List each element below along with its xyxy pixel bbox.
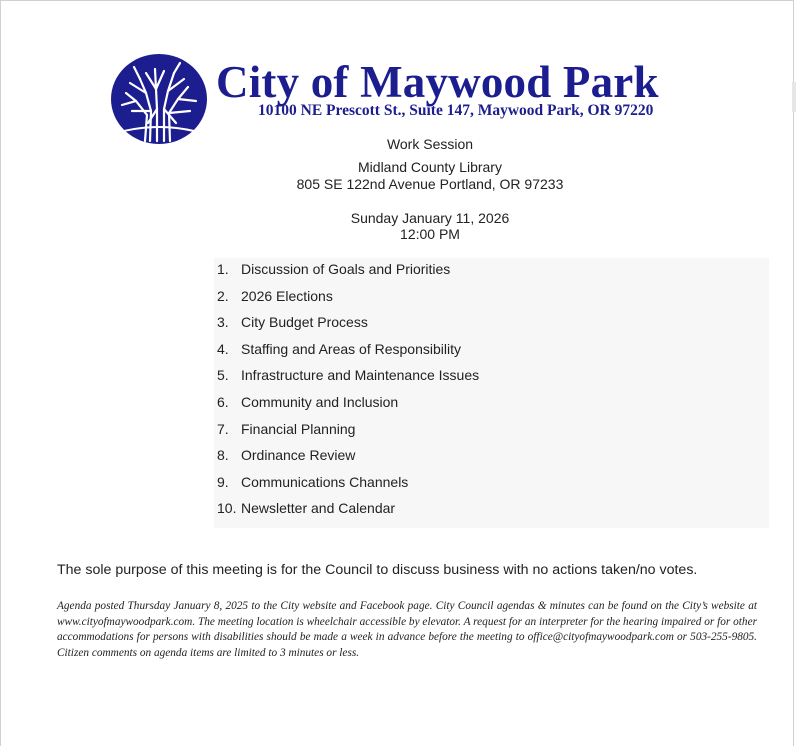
agenda-item-label: Communications Channels: [241, 473, 409, 490]
agenda-item: [214, 336, 769, 363]
tree-seal-icon: [110, 53, 208, 145]
agenda-item-label: 2026 Elections: [241, 287, 333, 304]
agenda-item: [214, 389, 769, 416]
agenda-item-number: 2.: [217, 287, 229, 304]
meeting-date: Sunday January 11, 2026: [350, 210, 510, 226]
purpose-statement: The sole purpose of this meeting is for the Council to discuss business with no actions taken/no votes.: [57, 562, 698, 578]
agenda-item-number: 4.: [217, 340, 229, 357]
agenda-item-number: 1.: [217, 261, 229, 277]
scrollbar-edge: [792, 82, 796, 112]
meeting-time: 12:00 PM: [400, 226, 460, 242]
agenda-item: [214, 362, 769, 389]
meeting-venue-address: 805 SE 122nd Avenue Portland, OR 97233: [296, 176, 564, 192]
agenda-item: [214, 309, 769, 336]
agenda-item-number: 6.: [217, 393, 229, 410]
agenda-item-number: 3.: [217, 314, 229, 331]
agenda-item-label: Discussion of Goals and Priorities: [241, 261, 451, 277]
agenda-item: [214, 416, 769, 443]
agenda-item-number: 9.: [217, 473, 229, 490]
city-address: 10100 NE Prescott St., Suite 147, Maywood Park, OR 97220: [258, 102, 654, 119]
meeting-type: Work Session: [386, 136, 474, 152]
agenda-item: [214, 256, 769, 283]
agenda-item-number: 8.: [217, 447, 229, 464]
agenda-list: [214, 258, 769, 528]
agenda-item-label: City Budget Process: [241, 314, 368, 331]
agenda-item-label: Ordinance Review: [241, 447, 356, 464]
city-title: City of Maywood Park: [216, 57, 659, 107]
agenda-item: [214, 442, 769, 469]
agenda-item-number: 5.: [217, 367, 229, 384]
agenda-item: [214, 495, 769, 522]
posting-notice: Agenda posted Thursday January 8, 2025 to the City website and Facebook page. City Council agendas & minutes can be found on the City’s website at www.cityofmaywoodpark.com. The meeting location is wheelchair accessible by elevator. A request for an interpreter for the hearing impaired or for other accommodations for persons with disabilities should be made a week in advance before the meeting to office@cityofmaywoodpark.com or 503-255-9805. Citizen comments on agenda items are limited to 3 minutes or less.: [57, 600, 757, 659]
agenda-item: [214, 469, 769, 496]
agenda-item-label: Newsletter and Calendar: [241, 500, 396, 517]
agenda-item-label: Infrastructure and Maintenance Issues: [241, 367, 480, 384]
agenda-item-number: 7.: [217, 420, 229, 437]
agenda-item-label: Staffing and Areas of Responsibility: [241, 340, 461, 357]
meeting-venue: Midland County Library: [358, 159, 502, 175]
agenda-item-number: 10.: [217, 500, 237, 517]
agenda-item-label: Community and Inclusion: [241, 393, 399, 410]
agenda-item-label: Financial Planning: [241, 420, 356, 437]
agenda-item: [214, 283, 769, 310]
